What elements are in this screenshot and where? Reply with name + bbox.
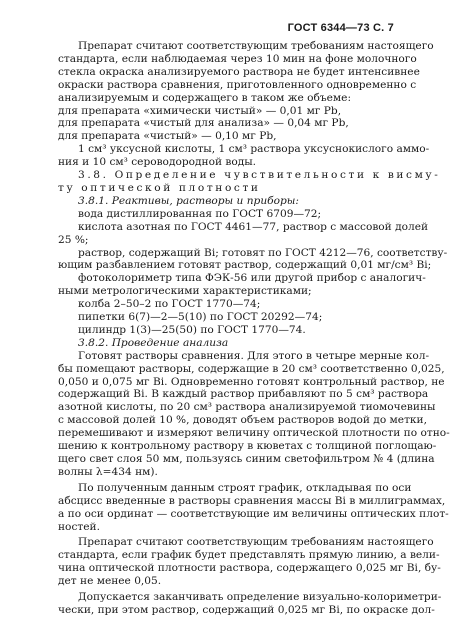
- text-line: бы помещают растворы, содержащие в 20 см³ соответственно 0,025,: [58, 362, 445, 375]
- text-line: стандарта, если график будет представлять прямую линию, а вели-: [58, 549, 440, 562]
- text-line: шению к контрольному раствору в кюветах с толщиной поглощаю-: [58, 440, 437, 453]
- text-line: а по оси ординат — соответствующие им величины оптических плот-: [58, 507, 449, 520]
- section-heading: ту оптической плотности: [58, 181, 261, 194]
- text-line: вода дистиллированная по ГОСТ 6709—72;: [78, 207, 322, 220]
- text-line: содержащий Bi. В каждый раствор прибавляют по 5 см³ раствора: [58, 388, 429, 401]
- text-line: Препарат считают соответствующим требованиям настоящего: [78, 536, 434, 549]
- text-line: ния и 10 см³ сероводородной воды.: [58, 156, 257, 169]
- text-line: колба 2–50–2 по ГОСТ 1770—74;: [78, 298, 261, 311]
- text-line: ющим разбавлением готовят раствор, содержащий 0,01 мг/см³ Bi;: [58, 259, 432, 272]
- text-line: 25 %;: [58, 233, 89, 246]
- text-line: фотоколориметр типа ФЭК-56 или другой прибор с аналогич-: [78, 272, 426, 285]
- text-line: Готовят растворы сравнения. Для этого в четыре мерные кол-: [78, 349, 430, 362]
- text-line: окраски раствора сравнения, приготовленного одновременно с: [58, 78, 417, 91]
- text-line: для препарата «чистый для анализа» — 0,04 мг Pb,: [58, 117, 349, 130]
- document-body: [58, 40, 450, 617]
- text-line: цилиндр 1(3)—25(50) по ГОСТ 1770—74.: [78, 323, 306, 336]
- text-line: дет не менее 0,05.: [58, 575, 162, 588]
- text-line: волны λ=434 нм).: [58, 465, 158, 478]
- text-line: пипетки 6(7)—2—5(10) по ГОСТ 20292—74;: [78, 311, 323, 324]
- text-line: щего свет слоя 50 мм, пользуясь синим светофильтром № 4 (длина: [58, 453, 435, 465]
- text-line: Допускается заканчивать определение визуально-колориметри-: [78, 591, 442, 604]
- text-line: ностей.: [58, 520, 100, 533]
- text-line: стекла окраска анализируемого раствора не будет интенсивнее: [58, 65, 420, 78]
- text-line: абсцисс введенные в растворы сравнения массы Bi в миллиграммах,: [58, 494, 446, 507]
- text-line: азотной кислоты, по 20 см³ раствора анализируемой тиомочевины: [58, 401, 436, 414]
- text-line: стандарта, если наблюдаемая через 10 мин на фоне молочного: [58, 52, 417, 65]
- text-line: для препарата «чистый» — 0,10 мг Pb,: [58, 130, 277, 143]
- text-line: ными метрологическими характеристиками;: [58, 285, 312, 298]
- section-heading: 3.8. Определение чувствительности к висму-: [78, 169, 441, 182]
- subsection-heading: 3.8.2. Проведение анализа: [78, 336, 229, 349]
- text-line: чески, при этом раствор, содержащий 0,025 мг Bi, по окраске дол-: [58, 603, 435, 616]
- text-line: чина оптической плотности раствора, содержащего 0,025 мг Bi, бу-: [58, 562, 441, 575]
- text-line: с массовой долей 10 %, доводят объем растворов водой до метки,: [58, 414, 427, 427]
- text-line: 0,050 и 0,075 мг Bi. Одновременно готовят контрольный раствор, не: [58, 375, 445, 388]
- page-header: ГОСТ 6344—73 С. 7: [287, 22, 394, 34]
- text-line: перемешивают и измеряют величину оптической плотности по отно-: [58, 427, 450, 440]
- text-line: раствор, содержащий Bi; готовят по ГОСТ 4212—76, соответству-: [78, 246, 448, 259]
- text-line: 1 см³ уксусной кислоты, 1 см³ раствора уксуснокислого аммо-: [78, 143, 430, 156]
- text-line: кислота азотная по ГОСТ 4461—77, раствор с массовой долей: [78, 220, 429, 233]
- text-line: Препарат считают соответствующим требованиям настоящего: [78, 40, 434, 52]
- text-line: По полученным данным строят график, откладывая по оси: [78, 481, 412, 494]
- subsection-heading: 3.8.1. Реактивы, растворы и приборы:: [78, 194, 299, 207]
- text-line: анализируемым и содержащего в таком же объеме:: [58, 91, 352, 104]
- text-line: для препарата «химически чистый» — 0,01 мг Pb,: [58, 104, 342, 117]
